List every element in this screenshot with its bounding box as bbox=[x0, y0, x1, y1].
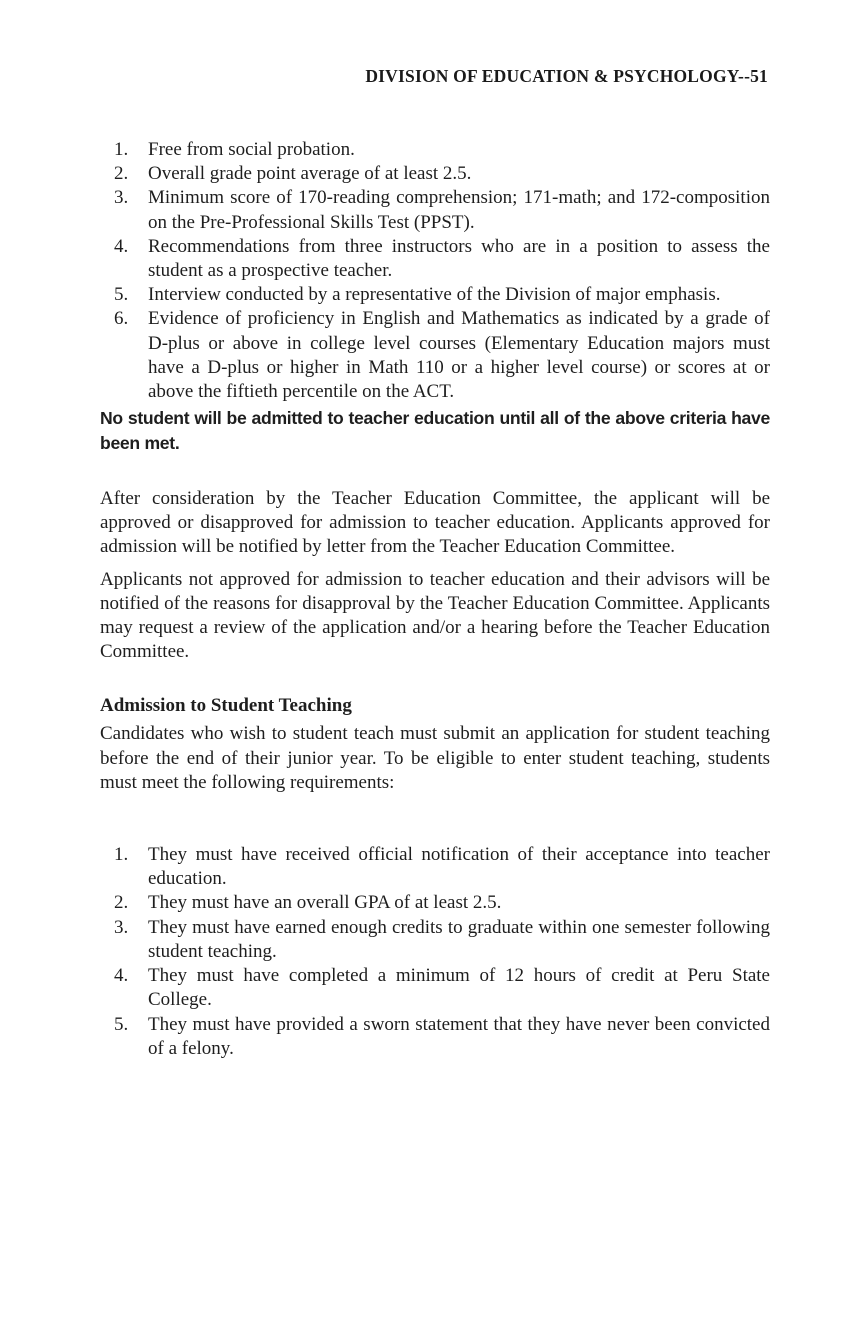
student-teaching-requirements-list bbox=[100, 843, 770, 1061]
disapproval-paragraph: Applicants not approved for admission to teacher education and their advisors will be notified of the reasons for disapproval by the Teacher Education Committee. Applicants may request a review of the application and/or a hearing before the Teacher Education Committee. bbox=[100, 568, 770, 663]
list-item-text: They must have earned enough credits to graduate within one semester following student teaching. bbox=[148, 916, 770, 962]
student-teaching-intro: Candidates who wish to student teach must submit an application for student teaching before the end of their junior year. To be eligible to enter student teaching, students must meet the following requirements: bbox=[100, 723, 770, 793]
list-item-text: Evidence of proficiency in English and Mathematics as indicated by a grade of D-plus or above in college level courses (Elementary Education majors must have a D-plus or higher in Math 110 or a higher level course) or scores at or above the fiftieth percentile on the ACT. bbox=[148, 308, 770, 403]
list-item-text: They must have an overall GPA of at least 2.5. bbox=[148, 892, 502, 914]
list-item bbox=[100, 307, 770, 404]
list-item-number: 3. bbox=[114, 187, 129, 209]
list-item-number: 1. bbox=[114, 844, 129, 866]
list-item-text: Recommendations from three instructors who are in a position to assess the student as a prospective teacher. bbox=[148, 235, 770, 282]
list-item bbox=[100, 162, 770, 186]
committee-decision-paragraph: After consideration by the Teacher Education Committee, the applicant will be approved or disapproved for admission to teacher education. Applicants approved for admission will be notified by letter from the Teacher Education Committee. bbox=[100, 488, 770, 558]
list-item bbox=[100, 235, 770, 283]
list-item bbox=[100, 964, 770, 1012]
list-item-text: They must have received official notification of their acceptance into teacher education. bbox=[148, 844, 770, 890]
list-item bbox=[100, 283, 770, 307]
list-item bbox=[100, 1013, 770, 1061]
list-item-text: They must have provided a sworn statement that they have never been convicted of a felony. bbox=[148, 1013, 770, 1059]
list-item-text: Minimum score of 170-reading comprehension; 171-math; and 172-composition on the Pre-Professional Skills Test (PPST). bbox=[148, 187, 770, 233]
list-item-number: 2. bbox=[114, 892, 129, 914]
list-item bbox=[100, 843, 770, 891]
list-item-text: Free from social probation. bbox=[148, 139, 355, 160]
list-item-number: 4. bbox=[114, 235, 129, 257]
running-head: DIVISION OF EDUCATION & PSYCHOLOGY--51 bbox=[365, 66, 768, 86]
list-item bbox=[100, 138, 770, 162]
list-item bbox=[100, 186, 770, 234]
admission-criteria-list bbox=[100, 138, 770, 404]
list-item-number: 5. bbox=[114, 284, 129, 306]
list-item-number: 3. bbox=[114, 916, 129, 938]
list-item-text: They must have completed a minimum of 12 hours of credit at Peru State College. bbox=[148, 965, 770, 1011]
admission-notice: No student will be admitted to teacher education until all of the above criteria have been met. bbox=[100, 408, 770, 453]
list-item bbox=[100, 891, 770, 915]
list-item bbox=[100, 916, 770, 964]
section-heading: Admission to Student Teaching bbox=[100, 695, 352, 717]
list-item-number: 1. bbox=[114, 139, 129, 160]
list-item-text: Interview conducted by a representative of the Division of major emphasis. bbox=[148, 284, 721, 306]
list-item-number: 2. bbox=[114, 163, 129, 185]
list-item-number: 6. bbox=[114, 308, 129, 330]
page-content bbox=[100, 138, 770, 1061]
list-item-text: Overall grade point average of at least 2.5. bbox=[148, 163, 472, 185]
list-item-number: 4. bbox=[114, 965, 129, 987]
list-item-number: 5. bbox=[114, 1013, 129, 1035]
